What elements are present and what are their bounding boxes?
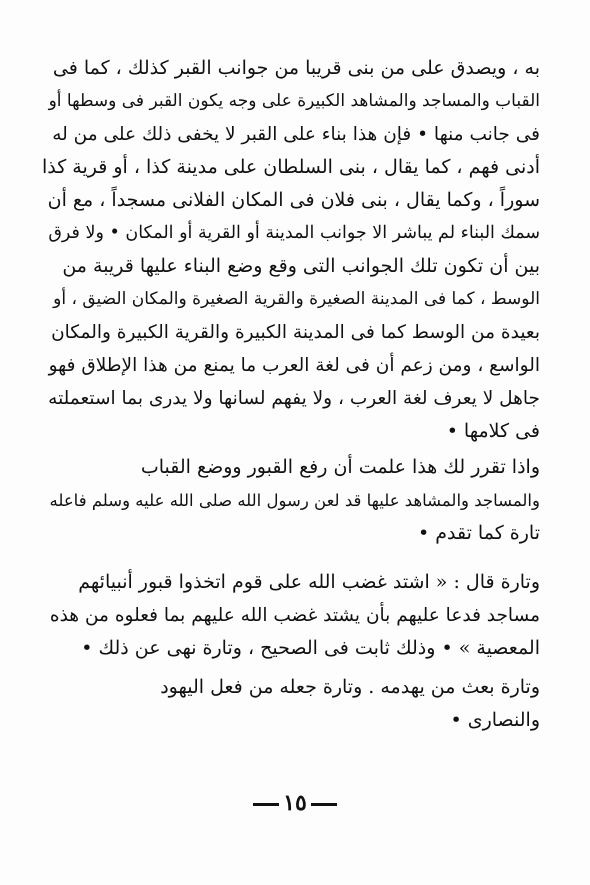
text-line: المعصية » • وذلك ثابت فى الصحيح ، وتارة نهى عن ذلك • — [81, 637, 540, 659]
page-number — [0, 790, 590, 816]
dash-decoration — [311, 803, 337, 806]
text-line: والنصارى • — [450, 709, 540, 731]
text-line: تارة كما تقدم • — [418, 522, 540, 544]
paragraph-2 — [40, 451, 540, 550]
text-line: بين أن تكون تلك الجوانب التى وقع وضع البناء عليها قريبة من — [62, 255, 540, 277]
text-line: سوراً ، وكما يقال ، بنى فلان فى المكان الفلانى مسجداً ، مع أن — [47, 189, 540, 211]
page-number-value: ١٥ — [283, 790, 307, 816]
text-line: فى كلامها • — [446, 420, 540, 442]
text-line: سمك البناء لم يباشر الا جوانب المدينة أو القرية أو المكان • ولا فرق — [48, 223, 540, 243]
text-line: به ، ويصدق على من بنى قريبا من جوانب القبر كذلك ، كما فى — [52, 57, 540, 79]
text-line: واذا تقرر لك هذا علمت أن رفع القبور ووضع القباب — [140, 456, 540, 478]
dash-decoration — [253, 803, 279, 806]
paragraph-1 — [40, 52, 540, 448]
text-line: فى جانب منها • فإن هذا بناء على القبر لا يخفى ذلك على من له — [52, 124, 540, 145]
text-line: الوسط ، كما فى المدينة الصغيرة والقرية الصغيرة والمكان الضيق ، أو — [53, 289, 540, 309]
text-line: بعيدة من الوسط كما فى المدينة الكبيرة والقرية الكبيرة والمكان — [51, 322, 540, 343]
text-line: وتارة بعث من يهدمه . وتارة جعله من فعل اليهود — [160, 676, 540, 698]
text-line: وتارة قال : « اشتد غضب الله على قوم اتخذوا قبور أنبيائهم — [78, 571, 540, 593]
text-line: جاهل لا يعرف لغة العرب ، ولا يفهم لسانها ولا يدرى بما استعملته — [48, 388, 540, 409]
text-line: والمساجد والمشاهد عليها قد لعن رسول الله صلى الله عليه وسلم فاعله — [49, 491, 540, 510]
text-line: أدنى فهم ، كما يقال ، بنى السلطان على مدينة كذا ، أو قرية كذا — [41, 156, 540, 178]
paragraph-3 — [40, 566, 540, 665]
paragraph-4 — [40, 671, 540, 737]
text-line: القباب والمساجد والمشاهد الكبيرة على وجه يكون القبر فى وسطها أو — [48, 91, 540, 111]
text-line: مساجد فدعا عليهم بأن يشتد غضب الله عليهم بما فعلوه من هذه — [49, 605, 540, 626]
text-line: الواسع ، ومن زعم أن فى لغة العرب ما يمنع من هذا الإطلاق فهو — [48, 355, 540, 376]
